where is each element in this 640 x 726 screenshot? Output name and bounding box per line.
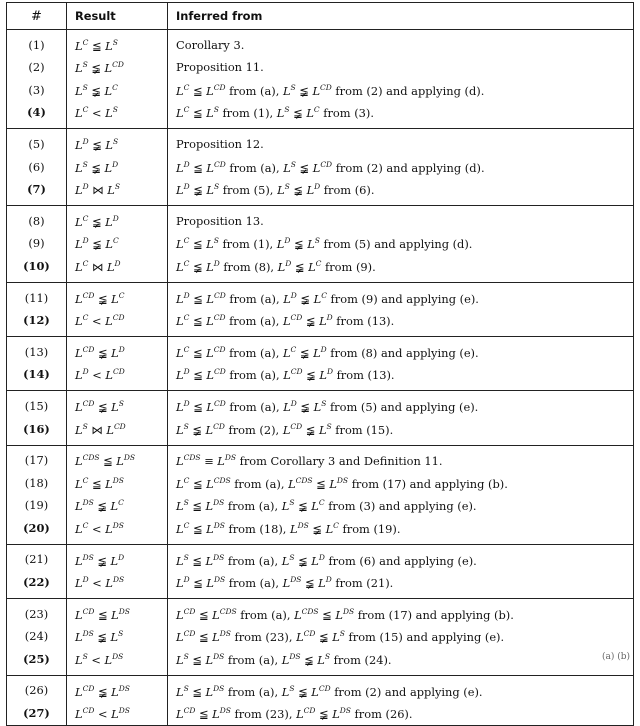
row-inferred: $L^C$ ≦ $L^{CD}$ from (a), $L^S$ ≨ $L^{CD}$ from (2) and applying (d). <box>168 79 634 102</box>
table-header-row <box>7 3 634 30</box>
row-inferred: $L^D$ ≦ $L^{CD}$ from (a), $L^{CD}$ ≨ $L^D$ from (13). <box>168 364 634 391</box>
row-result: $L^{CD}$ ≨ $L^S$ <box>67 391 168 418</box>
header-num: # <box>7 3 67 30</box>
row-inferred: $L^S$ ≦ $L^{DS}$ from (a), $L^S$ ≨ $L^{CD}$ from (2) and applying (e). <box>168 675 634 702</box>
table-row <box>7 364 634 391</box>
row-inferred: Proposition 12. <box>168 129 634 156</box>
row-result: $L^D$ ⋈ $L^S$ <box>67 179 168 206</box>
table-row <box>7 391 634 418</box>
row-result: $L^D$ ≨ $L^S$ <box>67 129 168 156</box>
row-number: (5) <box>7 129 67 156</box>
table-row <box>7 675 634 702</box>
row-number: (12) <box>7 310 67 337</box>
row-result: $L^C < L^{DS}$ <box>67 517 168 544</box>
row-number: (25) <box>7 648 67 675</box>
row-number: (13) <box>7 337 67 364</box>
row-number: (23) <box>7 599 67 626</box>
row-inferred: $L^C$ ≦ $L^S$ from (1), $L^S$ ≨ $L^C$ from (3). <box>168 102 634 129</box>
row-result: $L^{CDS}$ ≦ $L^{DS}$ <box>67 445 168 472</box>
table-row <box>7 30 634 57</box>
table-row <box>7 495 634 518</box>
row-result: $L^D < L^{DS}$ <box>67 571 168 598</box>
row-number: (18) <box>7 472 67 495</box>
row-number: (4) <box>7 102 67 129</box>
row-inferred: $L^{CD}$ ≦ $L^{DS}$ from (23), $L^{CD}$ ≨ $L^{DS}$ from (26). <box>168 702 634 725</box>
header-inferred: Inferred from <box>168 3 634 30</box>
row-result: $L^{DS}$ ≨ $L^S$ <box>67 626 168 649</box>
table-row <box>7 206 634 233</box>
row-result: $L^{CD} < L^{DS}$ <box>67 702 168 725</box>
row-result: $L^S$ ≨ $L^{CD}$ <box>67 57 168 80</box>
table-row <box>7 337 634 364</box>
row-result: $L^{CD}$ ≨ $L^{DS}$ <box>67 675 168 702</box>
row-result: $L^C$ ⋈ $L^D$ <box>67 255 168 282</box>
row-result: $L^S < L^{DS}$ <box>67 648 168 675</box>
header-result: Result <box>67 3 168 30</box>
row-number: (22) <box>7 571 67 598</box>
row-inferred: $L^C$ ≦ $L^{CDS}$ from (a), $L^{CDS}$ ≦ $L^{DS}$ from (17) and applying (b). <box>168 472 634 495</box>
table-body <box>7 30 634 726</box>
row-inferred: $L^C$ ≦ $L^S$ from (1), $L^D$ ≨ $L^S$ from (5) and applying (d). <box>168 233 634 256</box>
row-inferred: $L^S$ ≦ $L^{DS}$ from (a), $L^S$ ≨ $L^D$ from (6) and applying (e). <box>168 544 634 571</box>
row-number: (3) <box>7 79 67 102</box>
table-row <box>7 571 634 598</box>
row-result: $L^C < L^{CD}$ <box>67 310 168 337</box>
row-number: (9) <box>7 233 67 256</box>
row-number: (6) <box>7 156 67 179</box>
inference-table <box>6 2 634 726</box>
row-result: $L^D$ ≨ $L^C$ <box>67 233 168 256</box>
table-row <box>7 599 634 626</box>
row-inferred: Corollary 3. <box>168 30 634 57</box>
row-number: (21) <box>7 544 67 571</box>
row-inferred: $L^S$ ≨ $L^{CD}$ from (2), $L^{CD}$ ≨ $L^S$ from (15). <box>168 418 634 445</box>
row-number: (26) <box>7 675 67 702</box>
row-result: $L^S$ ⋈ $L^{CD}$ <box>67 418 168 445</box>
table-row <box>7 129 634 156</box>
row-result: $L^C < L^S$ <box>67 102 168 129</box>
row-number: (11) <box>7 282 67 309</box>
table-row <box>7 544 634 571</box>
table-row <box>7 418 634 445</box>
row-result: $L^{CD}$ ≦ $L^{DS}$ <box>67 599 168 626</box>
row-result: $L^D < L^{CD}$ <box>67 364 168 391</box>
row-inferred: $L^C$ ≦ $L^{DS}$ from (18), $L^{DS}$ ≨ $L^C$ from (19). <box>168 517 634 544</box>
row-inferred: $L^D$ ≨ $L^S$ from (5), $L^S$ ≨ $L^D$ from (6). <box>168 179 634 206</box>
row-inferred: Proposition 11. <box>168 57 634 80</box>
table-row <box>7 156 634 179</box>
row-number: (17) <box>7 445 67 472</box>
page-footer: (a) (b) <box>601 652 630 662</box>
row-inferred: $L^C$ ≦ $L^{CD}$ from (a), $L^C$ ≨ $L^D$ from (8) and applying (e). <box>168 337 634 364</box>
table-row <box>7 626 634 649</box>
row-number: (24) <box>7 626 67 649</box>
row-result: $L^C$ ≦ $L^S$ <box>67 30 168 57</box>
row-number: (2) <box>7 57 67 80</box>
row-number: (20) <box>7 517 67 544</box>
row-result: $L^S$ ≨ $L^D$ <box>67 156 168 179</box>
row-result: $L^C$ ≦ $L^{DS}$ <box>67 472 168 495</box>
row-number: (16) <box>7 418 67 445</box>
table-row <box>7 648 634 675</box>
table-row <box>7 255 634 282</box>
row-inferred: Proposition 13. <box>168 206 634 233</box>
row-result: $L^{CD}$ ≨ $L^C$ <box>67 282 168 309</box>
row-inferred: $L^C$ ≦ $L^{CD}$ from (a), $L^{CD}$ ≨ $L^D$ from (13). <box>168 310 634 337</box>
table-row <box>7 102 634 129</box>
row-inferred: $L^D$ ≦ $L^{CD}$ from (a), $L^S$ ≨ $L^{CD}$ from (2) and applying (d). <box>168 156 634 179</box>
table-row <box>7 179 634 206</box>
row-inferred: $L^D$ ≦ $L^{CD}$ from (a), $L^D$ ≨ $L^S$ from (5) and applying (e). <box>168 391 634 418</box>
row-inferred: $L^{CDS} \equiv L^{DS}$ from Corollary 3 and Definition 11. <box>168 445 634 472</box>
row-result: $L^{DS}$ ≨ $L^C$ <box>67 495 168 518</box>
row-inferred: $L^S$ ≦ $L^{DS}$ from (a), $L^S$ ≨ $L^C$ from (3) and applying (e). <box>168 495 634 518</box>
row-inferred: $L^{CD}$ ≦ $L^{DS}$ from (23), $L^{CD}$ ≨ $L^S$ from (15) and applying (e). <box>168 626 634 649</box>
row-number: (27) <box>7 702 67 725</box>
table-row <box>7 57 634 80</box>
row-inferred: $L^D$ ≦ $L^{DS}$ from (a), $L^{DS}$ ≨ $L^D$ from (21). <box>168 571 634 598</box>
table-row <box>7 282 634 309</box>
table-row <box>7 310 634 337</box>
table-row <box>7 445 634 472</box>
row-result: $L^C$ ≨ $L^D$ <box>67 206 168 233</box>
row-result: $L^S$ ≨ $L^C$ <box>67 79 168 102</box>
row-number: (10) <box>7 255 67 282</box>
row-result: $L^{DS}$ ≨ $L^D$ <box>67 544 168 571</box>
row-inferred: $L^S$ ≦ $L^{DS}$ from (a), $L^{DS}$ ≨ $L^S$ from (24). <box>168 648 634 675</box>
row-result: $L^{CD}$ ≨ $L^D$ <box>67 337 168 364</box>
row-number: (19) <box>7 495 67 518</box>
table-row <box>7 517 634 544</box>
row-number: (7) <box>7 179 67 206</box>
row-number: (1) <box>7 30 67 57</box>
row-inferred: $L^D$ ≦ $L^{CD}$ from (a), $L^D$ ≨ $L^C$ from (9) and applying (e). <box>168 282 634 309</box>
row-inferred: $L^C$ ≨ $L^D$ from (8), $L^D$ ≨ $L^C$ from (9). <box>168 255 634 282</box>
table-row <box>7 79 634 102</box>
table-row <box>7 233 634 256</box>
row-number: (8) <box>7 206 67 233</box>
row-number: (14) <box>7 364 67 391</box>
table-row <box>7 702 634 725</box>
table-row <box>7 472 634 495</box>
row-inferred: $L^{CD}$ ≦ $L^{CDS}$ from (a), $L^{CDS}$ ≦ $L^{DS}$ from (17) and applying (b). <box>168 599 634 626</box>
row-number: (15) <box>7 391 67 418</box>
